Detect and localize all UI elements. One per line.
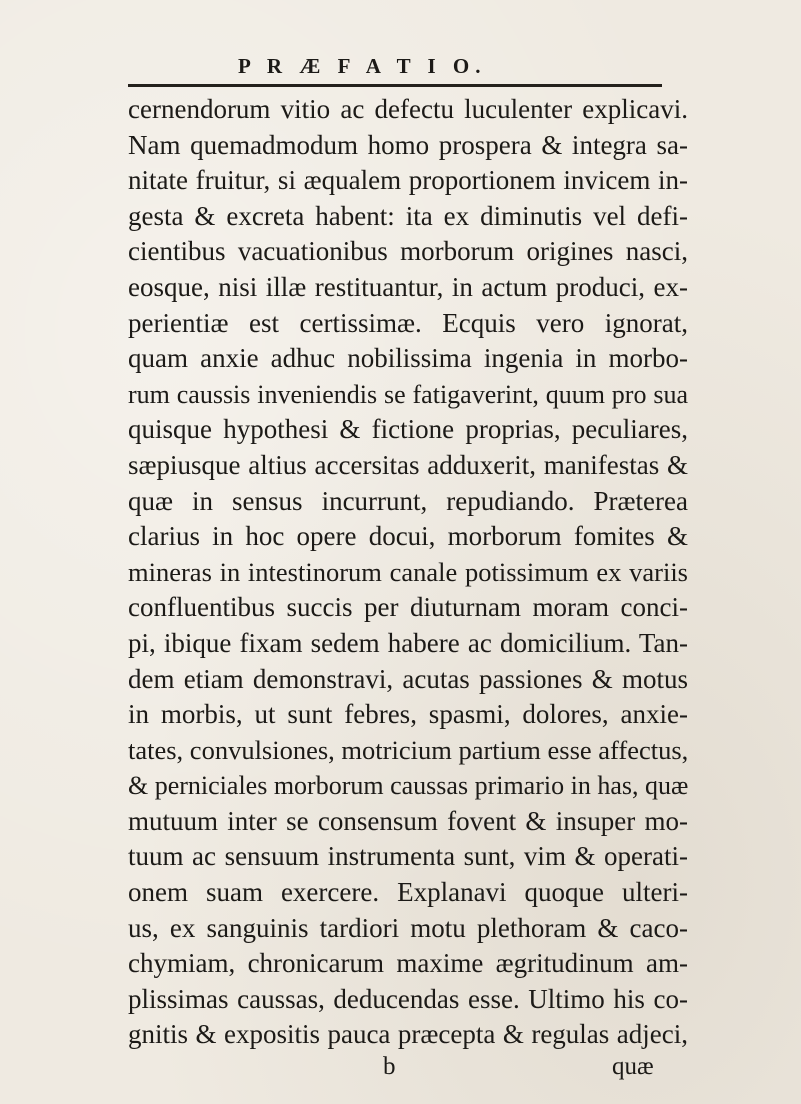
text-line: nitate fruitur, si æqualem proportionem invicem in-: [128, 165, 688, 196]
text-line: chymiam, chronicarum maxime ægritudinum am-: [128, 948, 688, 979]
text-line: gesta & excreta habent: ita ex diminutis vel defi-: [128, 200, 688, 231]
text-line: Nam quemadmodum homo prospera & integra sa-: [128, 129, 688, 160]
text-line: tuum ac sensuum instrumenta sunt, vim & operati-: [128, 841, 688, 872]
text-line: cientibus vacuationibus morborum origines nasci,: [128, 236, 688, 267]
text-line: tates, convulsiones, motricium partium esse affectus,: [128, 734, 689, 765]
text-line: quam anxie adhuc nobilissima ingenia in morbo-: [128, 343, 688, 374]
text-line: onem suam exercere. Explanavi quoque ulteri-: [128, 877, 688, 908]
text-line: plissimas caussas, deducendas esse. Ultimo his co-: [128, 983, 688, 1014]
body-text: [128, 92, 688, 1053]
text-line: mutuum inter se consensum fovent & insuper mo-: [128, 805, 688, 836]
running-head: P R Æ F A T I O.: [238, 54, 487, 78]
signature-mark: b: [383, 1053, 396, 1080]
text-line: mineras in intestinorum canale potissimum ex variis: [128, 556, 688, 587]
text-line: confluentibus succis per diuturnam moram conci-: [128, 592, 688, 623]
text-line: clarius in hoc opere docui, morborum fomites &: [128, 521, 688, 552]
catchword: quæ: [612, 1053, 654, 1080]
text-line: quisque hypothesi & fictione proprias, peculiares,: [128, 414, 688, 445]
text-line: gnitis & expositis pauca præcepta & regulas adjeci,: [128, 1019, 688, 1050]
text-line: pi, ibique fixam sedem habere ac domicilium. Tan-: [128, 627, 688, 658]
text-line: dem etiam demonstravi, acutas passiones & motus: [128, 663, 688, 694]
header-rule: [128, 84, 662, 87]
text-line: & perniciales morborum caussas primario in has, quæ: [128, 771, 689, 801]
text-line: quæ in sensus incurrunt, repudiando. Præterea: [128, 485, 688, 516]
text-line: perientiæ est certissimæ. Ecquis vero ignorat,: [128, 307, 688, 338]
text-line: sæpiusque altius accersitas adduxerit, manifestas &: [128, 449, 688, 480]
text-line: rum caussis inveniendis se fatigaverint, quum pro sua: [128, 379, 688, 409]
text-line: eosque, nisi illæ restituantur, in actum produci, ex-: [128, 271, 688, 302]
text-line: cernendorum vitio ac defectu luculenter explicavi.: [128, 94, 688, 124]
text-line: in morbis, ut sunt febres, spasmi, dolores, anxie-: [128, 699, 688, 730]
text-line: us, ex sanguinis tardiori motu plethoram & caco-: [128, 912, 688, 943]
